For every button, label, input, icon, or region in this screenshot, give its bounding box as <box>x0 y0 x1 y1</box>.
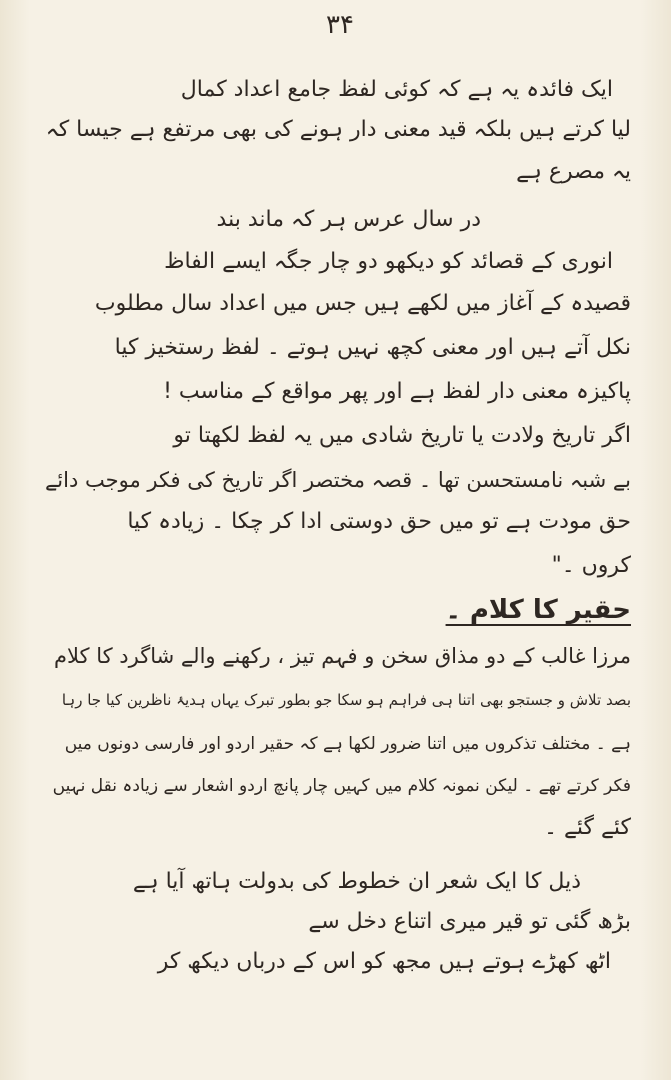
verse-line: اٹھ کھڑے ہوتے ہیں مجھ کو اس کے درباں دیکھ کر <box>157 949 611 974</box>
text-line: قصیدہ کے آغاز میں لکھے ہیں جس میں اعداد سال مطلوب <box>94 291 631 316</box>
verse-intro: ذیل کا ایک شعر ان خطوط کی بدولت ہاتھ آیا ہے <box>132 869 581 894</box>
text-line: ایک فائدہ یہ ہے کہ کوئی لفظ جامع اعداد کمال <box>180 77 613 102</box>
text-line: بصد تلاش و جستجو بھی اتنا ہی فراہم ہو سکا جو بطور تبرک یہاں ہدیۂ ناظرین کیا جا رہا <box>61 691 631 709</box>
page-number: ۳۴ <box>326 10 354 40</box>
verse-line: در سال عرس ہر کہ ماند بند <box>216 207 481 232</box>
section-heading: حقیر کا کلام ۔ <box>445 595 631 625</box>
text-line: بے شبہ نامستحسن تھا ۔ قصہ مختصر اگر تاریخ کی فکر موجب دائے <box>44 468 631 492</box>
text-line: حق مودت ہے تو میں حق دوستی ادا کر چکا ۔ زیادہ کیا <box>127 509 631 534</box>
text-line: ہے ۔ مختلف تذکروں میں اتنا ضرور لکھا ہے کہ حقیر اردو اور فارسی دونوں میں <box>64 734 631 754</box>
text-line: کروں ۔" <box>551 553 631 578</box>
text-line: یہ مصرع ہے <box>516 159 631 184</box>
text-line: مرزا غالب کے دو مذاق سخن و فہم تیز ، رکھنے والے شاگرد کا کلام <box>54 644 631 668</box>
verse-line: بڑھ گئی تو قیر میری اتناع دخل سے <box>308 909 631 934</box>
text-line: انوری کے قصائد کو دیکھو دو چار جگہ ایسے الفاظ <box>164 249 613 274</box>
text-line: لیا کرتے ہیں بلکہ قید معنی دار ہونے کی بھی مرتفع ہے جیسا کہ <box>45 117 631 142</box>
text-line: نکل آتے ہیں اور معنی کچھ نہیں ہوتے ۔ لفظ رستخیز کیا <box>114 335 631 360</box>
text-line: اگر تاریخ ولادت یا تاریخ شادی میں یہ لفظ لکھتا تو <box>173 423 631 448</box>
text-line: کئے گئے ۔ <box>544 815 631 840</box>
text-line: فکر کرتے تھے ۔ لیکن نمونہ کلام میں کہیں چار پانچ اردو اشعار سے زیادہ نقل نہیں <box>52 776 631 796</box>
text-line: پاکیزہ معنی دار لفظ ہے اور پھر مواقع کے مناسب ! <box>163 379 631 404</box>
